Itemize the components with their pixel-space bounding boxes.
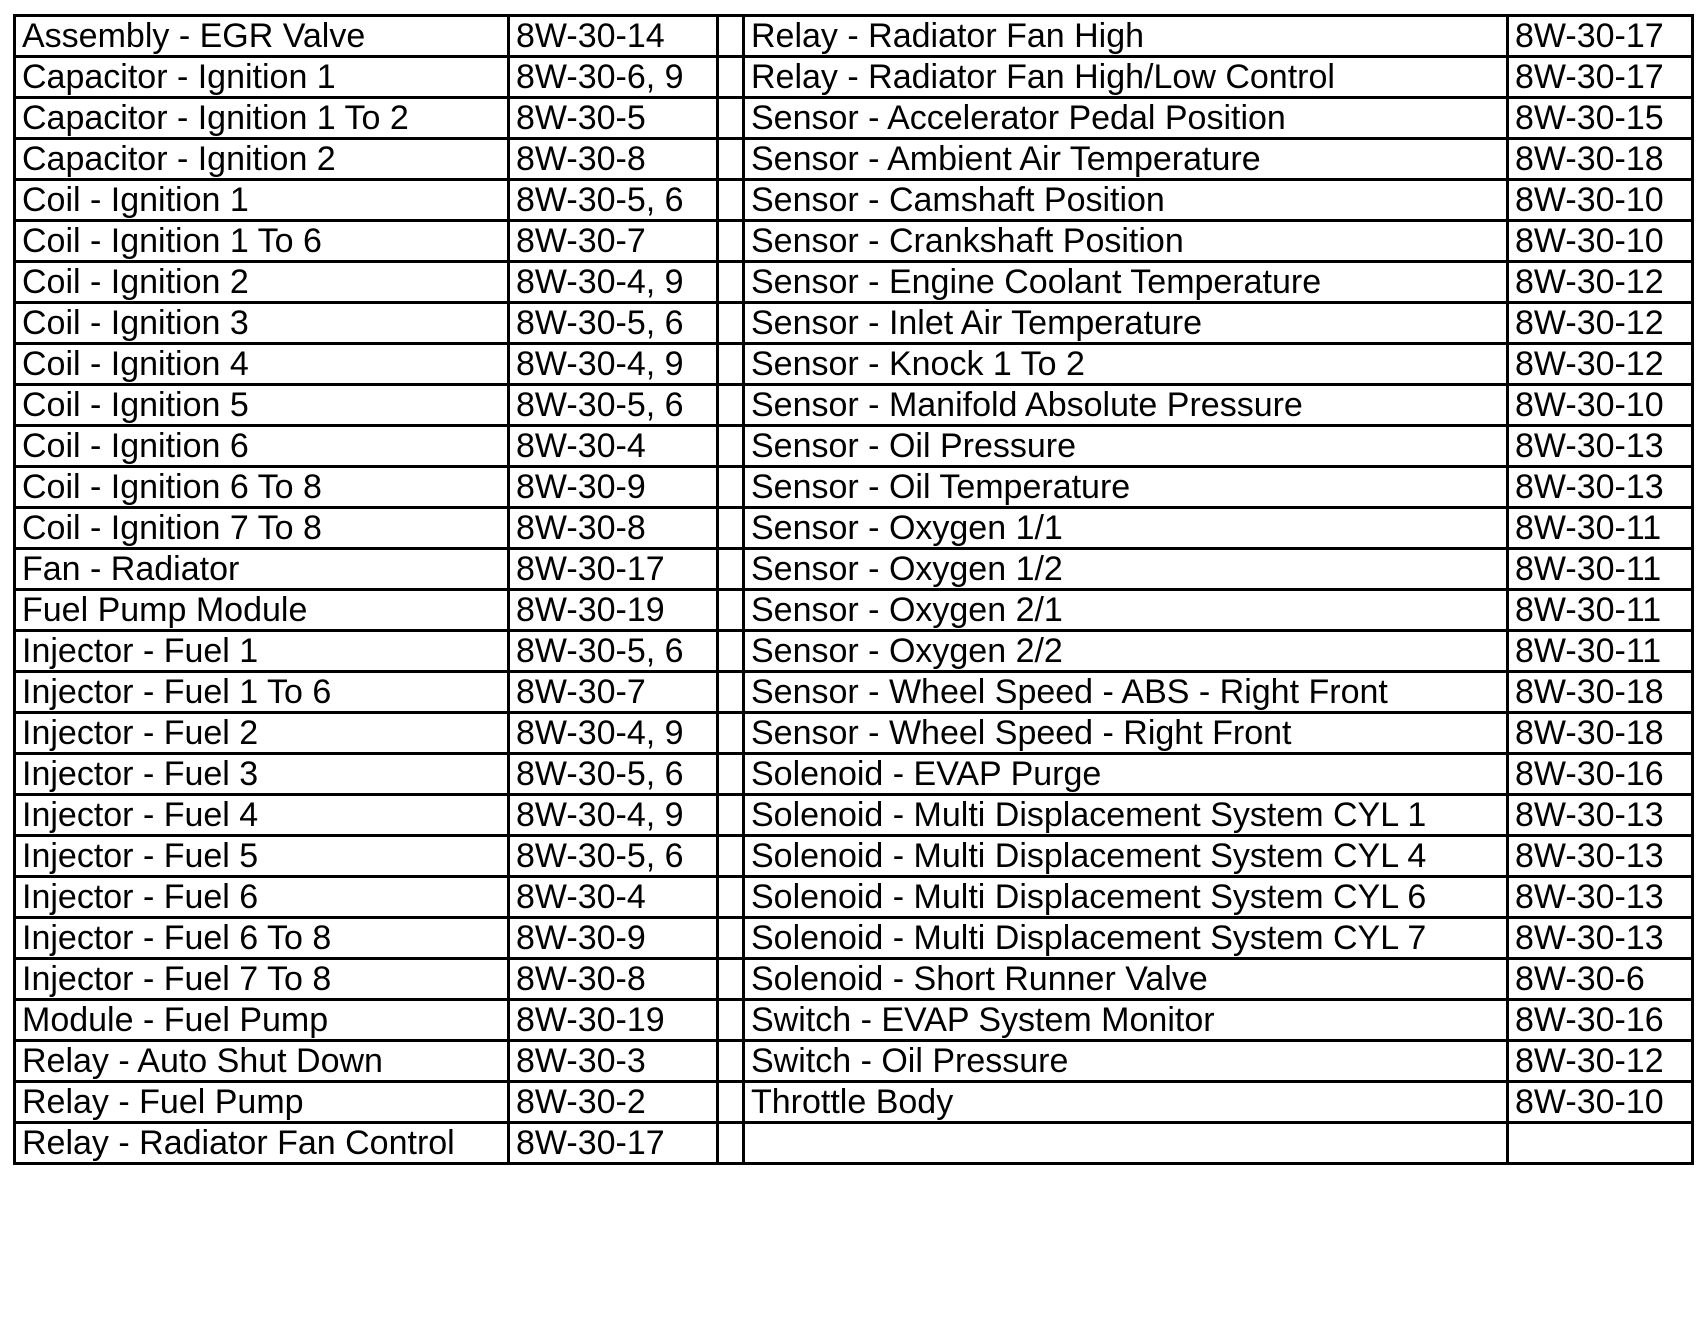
component-name-right: Sensor - Inlet Air Temperature — [744, 303, 1508, 344]
component-name-left: Injector - Fuel 3 — [15, 754, 509, 795]
table-row — [15, 1041, 1693, 1082]
column-gap — [718, 795, 744, 836]
component-name-right: Throttle Body — [744, 1082, 1508, 1123]
table-row — [15, 795, 1693, 836]
reference-left: 8W-30-9 — [509, 918, 718, 959]
reference-right: 8W-30-18 — [1508, 713, 1693, 754]
table-row — [15, 836, 1693, 877]
reference-left: 8W-30-4, 9 — [509, 344, 718, 385]
column-gap — [718, 672, 744, 713]
table-row — [15, 508, 1693, 549]
component-name-left: Fuel Pump Module — [15, 590, 509, 631]
column-gap — [718, 713, 744, 754]
reference-right: 8W-30-18 — [1508, 139, 1693, 180]
column-gap — [718, 877, 744, 918]
component-name-left: Relay - Auto Shut Down — [15, 1041, 509, 1082]
reference-right — [1508, 1123, 1693, 1164]
component-name-left: Injector - Fuel 6 To 8 — [15, 918, 509, 959]
component-name-right: Solenoid - Short Runner Valve — [744, 959, 1508, 1000]
component-name-left: Coil - Ignition 1 — [15, 180, 509, 221]
table-row — [15, 344, 1693, 385]
component-name-right: Sensor - Crankshaft Position — [744, 221, 1508, 262]
column-gap — [718, 303, 744, 344]
table-row — [15, 1000, 1693, 1041]
reference-right: 8W-30-12 — [1508, 262, 1693, 303]
reference-left: 8W-30-8 — [509, 508, 718, 549]
column-gap — [718, 508, 744, 549]
table-row — [15, 385, 1693, 426]
reference-left: 8W-30-8 — [509, 959, 718, 1000]
table-row — [15, 754, 1693, 795]
reference-right: 8W-30-12 — [1508, 344, 1693, 385]
component-name-right: Sensor - Ambient Air Temperature — [744, 139, 1508, 180]
reference-left: 8W-30-6, 9 — [509, 57, 718, 98]
component-name-right: Sensor - Camshaft Position — [744, 180, 1508, 221]
component-name-left: Capacitor - Ignition 1 To 2 — [15, 98, 509, 139]
column-gap — [718, 139, 744, 180]
column-gap — [718, 959, 744, 1000]
reference-left: 8W-30-8 — [509, 139, 718, 180]
reference-left: 8W-30-4, 9 — [509, 262, 718, 303]
reference-left: 8W-30-17 — [509, 549, 718, 590]
component-name-left: Coil - Ignition 3 — [15, 303, 509, 344]
reference-right: 8W-30-13 — [1508, 795, 1693, 836]
component-name-right: Solenoid - Multi Displacement System CYL 1 — [744, 795, 1508, 836]
reference-right: 8W-30-10 — [1508, 221, 1693, 262]
reference-left: 8W-30-4, 9 — [509, 795, 718, 836]
reference-right: 8W-30-12 — [1508, 1041, 1693, 1082]
reference-right: 8W-30-10 — [1508, 385, 1693, 426]
reference-left: 8W-30-17 — [509, 1123, 718, 1164]
component-name-left: Coil - Ignition 1 To 6 — [15, 221, 509, 262]
reference-right: 8W-30-18 — [1508, 672, 1693, 713]
reference-left: 8W-30-3 — [509, 1041, 718, 1082]
component-name-left: Coil - Ignition 4 — [15, 344, 509, 385]
column-gap — [718, 262, 744, 303]
reference-left: 8W-30-4 — [509, 877, 718, 918]
reference-left: 8W-30-19 — [509, 1000, 718, 1041]
column-gap — [718, 1082, 744, 1123]
component-name-right: Switch - Oil Pressure — [744, 1041, 1508, 1082]
reference-right: 8W-30-12 — [1508, 303, 1693, 344]
component-name-left: Coil - Ignition 5 — [15, 385, 509, 426]
table-row — [15, 631, 1693, 672]
table-row — [15, 1123, 1693, 1164]
column-gap — [718, 180, 744, 221]
column-gap — [718, 344, 744, 385]
component-name-left: Fan - Radiator — [15, 549, 509, 590]
reference-left: 8W-30-5, 6 — [509, 303, 718, 344]
component-name-left: Capacitor - Ignition 1 — [15, 57, 509, 98]
reference-left: 8W-30-5, 6 — [509, 754, 718, 795]
reference-left: 8W-30-4, 9 — [509, 713, 718, 754]
component-name-right: Sensor - Oil Temperature — [744, 467, 1508, 508]
component-name-left: Coil - Ignition 6 To 8 — [15, 467, 509, 508]
column-gap — [718, 98, 744, 139]
component-name-right: Sensor - Oxygen 2/2 — [744, 631, 1508, 672]
component-name-left: Assembly - EGR Valve — [15, 16, 509, 57]
component-name-right: Solenoid - EVAP Purge — [744, 754, 1508, 795]
reference-right: 8W-30-13 — [1508, 426, 1693, 467]
table-row — [15, 467, 1693, 508]
reference-left: 8W-30-5 — [509, 98, 718, 139]
table-row — [15, 1082, 1693, 1123]
reference-left: 8W-30-19 — [509, 590, 718, 631]
column-gap — [718, 221, 744, 262]
reference-right: 8W-30-10 — [1508, 1082, 1693, 1123]
column-gap — [718, 1000, 744, 1041]
component-name-right: Sensor - Oxygen 2/1 — [744, 590, 1508, 631]
reference-right: 8W-30-11 — [1508, 549, 1693, 590]
table-row — [15, 180, 1693, 221]
table-row — [15, 98, 1693, 139]
reference-right: 8W-30-13 — [1508, 836, 1693, 877]
component-name-left: Coil - Ignition 7 To 8 — [15, 508, 509, 549]
component-index-table — [13, 14, 1694, 1165]
column-gap — [718, 57, 744, 98]
reference-right: 8W-30-16 — [1508, 1000, 1693, 1041]
component-name-left: Injector - Fuel 5 — [15, 836, 509, 877]
component-name-right: Sensor - Manifold Absolute Pressure — [744, 385, 1508, 426]
reference-left: 8W-30-9 — [509, 467, 718, 508]
component-name-right: Sensor - Engine Coolant Temperature — [744, 262, 1508, 303]
component-name-left: Injector - Fuel 1 — [15, 631, 509, 672]
component-name-left: Injector - Fuel 1 To 6 — [15, 672, 509, 713]
table-row — [15, 918, 1693, 959]
component-name-right: Relay - Radiator Fan High — [744, 16, 1508, 57]
reference-left: 8W-30-5, 6 — [509, 836, 718, 877]
column-gap — [718, 631, 744, 672]
component-name-right: Solenoid - Multi Displacement System CYL 6 — [744, 877, 1508, 918]
reference-right: 8W-30-13 — [1508, 918, 1693, 959]
component-name-left: Injector - Fuel 2 — [15, 713, 509, 754]
reference-right: 8W-30-13 — [1508, 877, 1693, 918]
table-body — [15, 16, 1693, 1164]
reference-right: 8W-30-17 — [1508, 16, 1693, 57]
component-name-right: Sensor - Wheel Speed - Right Front — [744, 713, 1508, 754]
component-name-right: Solenoid - Multi Displacement System CYL 7 — [744, 918, 1508, 959]
component-name-right: Relay - Radiator Fan High/Low Control — [744, 57, 1508, 98]
reference-right: 8W-30-6 — [1508, 959, 1693, 1000]
column-gap — [718, 590, 744, 631]
component-name-left: Injector - Fuel 6 — [15, 877, 509, 918]
reference-left: 8W-30-5, 6 — [509, 180, 718, 221]
component-name-right: Solenoid - Multi Displacement System CYL 4 — [744, 836, 1508, 877]
reference-right: 8W-30-11 — [1508, 631, 1693, 672]
column-gap — [718, 467, 744, 508]
table-row — [15, 549, 1693, 590]
component-name-left: Injector - Fuel 7 To 8 — [15, 959, 509, 1000]
component-name-left: Injector - Fuel 4 — [15, 795, 509, 836]
reference-right: 8W-30-17 — [1508, 57, 1693, 98]
column-gap — [718, 918, 744, 959]
reference-left: 8W-30-4 — [509, 426, 718, 467]
reference-right: 8W-30-16 — [1508, 754, 1693, 795]
table-row — [15, 262, 1693, 303]
reference-right: 8W-30-11 — [1508, 590, 1693, 631]
component-name-right: Sensor - Oxygen 1/2 — [744, 549, 1508, 590]
reference-left: 8W-30-7 — [509, 221, 718, 262]
table-row — [15, 303, 1693, 344]
column-gap — [718, 1041, 744, 1082]
table-row — [15, 959, 1693, 1000]
reference-right: 8W-30-10 — [1508, 180, 1693, 221]
component-name-right — [744, 1123, 1508, 1164]
component-name-left: Relay - Fuel Pump — [15, 1082, 509, 1123]
reference-left: 8W-30-7 — [509, 672, 718, 713]
table-row — [15, 877, 1693, 918]
column-gap — [718, 836, 744, 877]
reference-left: 8W-30-2 — [509, 1082, 718, 1123]
reference-right: 8W-30-13 — [1508, 467, 1693, 508]
reference-right: 8W-30-11 — [1508, 508, 1693, 549]
column-gap — [718, 16, 744, 57]
column-gap — [718, 1123, 744, 1164]
table-row — [15, 221, 1693, 262]
column-gap — [718, 385, 744, 426]
component-name-right: Sensor - Accelerator Pedal Position — [744, 98, 1508, 139]
table-row — [15, 16, 1693, 57]
table-row — [15, 713, 1693, 754]
component-name-right: Sensor - Knock 1 To 2 — [744, 344, 1508, 385]
column-gap — [718, 754, 744, 795]
reference-left: 8W-30-5, 6 — [509, 631, 718, 672]
table-row — [15, 57, 1693, 98]
component-name-left: Capacitor - Ignition 2 — [15, 139, 509, 180]
reference-left: 8W-30-14 — [509, 16, 718, 57]
table-row — [15, 139, 1693, 180]
column-gap — [718, 426, 744, 467]
column-gap — [718, 549, 744, 590]
table-row — [15, 426, 1693, 467]
reference-right: 8W-30-15 — [1508, 98, 1693, 139]
component-name-left: Relay - Radiator Fan Control — [15, 1123, 509, 1164]
component-name-right: Sensor - Oil Pressure — [744, 426, 1508, 467]
component-name-right: Sensor - Wheel Speed - ABS - Right Front — [744, 672, 1508, 713]
component-name-left: Coil - Ignition 6 — [15, 426, 509, 467]
reference-left: 8W-30-5, 6 — [509, 385, 718, 426]
component-name-left: Module - Fuel Pump — [15, 1000, 509, 1041]
component-name-left: Coil - Ignition 2 — [15, 262, 509, 303]
component-name-right: Switch - EVAP System Monitor — [744, 1000, 1508, 1041]
table-row — [15, 672, 1693, 713]
table-row — [15, 590, 1693, 631]
component-name-right: Sensor - Oxygen 1/1 — [744, 508, 1508, 549]
